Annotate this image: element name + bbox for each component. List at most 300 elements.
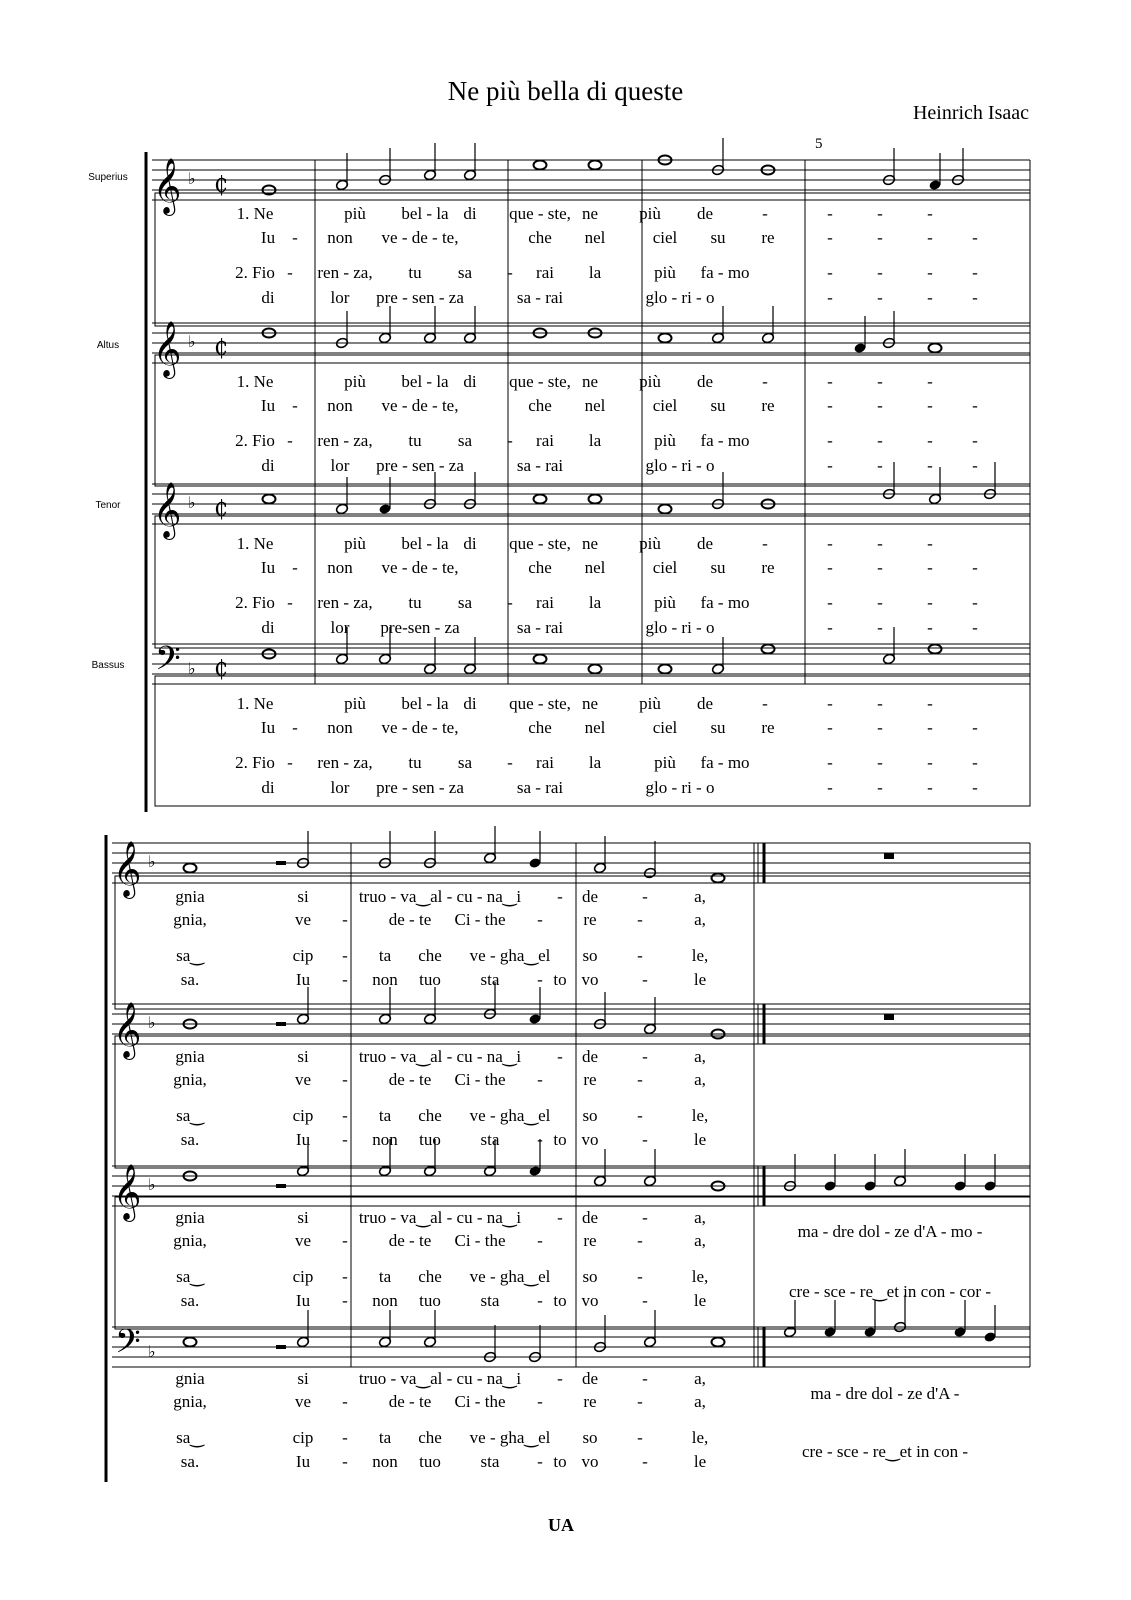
lyric-syllable: de <box>696 694 714 713</box>
lyric-syllable: a, <box>694 887 706 906</box>
lyric-syllable: su <box>710 558 726 577</box>
lyric-syllable: sta <box>480 1452 500 1471</box>
lyric-syllable: più <box>654 431 676 450</box>
lyric-syllable: Ci - the <box>454 1392 506 1411</box>
lyric-syllable: - <box>342 946 348 965</box>
lyric-syllable: a, <box>694 1392 706 1411</box>
lyric-syllable: ciel <box>652 718 678 737</box>
lyric-syllable: - <box>642 970 648 989</box>
lyric-syllable: - <box>972 263 978 282</box>
lyric-syllable: - <box>537 1291 543 1310</box>
lyric-syllable: tuo <box>419 1291 441 1310</box>
lyric-syllable: - <box>972 593 978 612</box>
cut-time-signature: ₵ <box>214 657 228 682</box>
lyric-syllable: - <box>877 228 883 247</box>
lyric-syllable: non <box>372 1291 398 1310</box>
lyric-syllable: - <box>927 778 933 797</box>
flat-key-signature: ♭ <box>188 659 196 678</box>
lyric-syllable: che <box>528 718 552 737</box>
lyric-syllable: non <box>327 558 353 577</box>
treble-clef: 𝄞 <box>153 321 182 377</box>
lyric-syllable: - <box>292 558 298 577</box>
voice-label-superius: Superius <box>88 172 128 183</box>
lyric-syllable: cip <box>292 1106 314 1125</box>
lyric-syllable: - <box>827 372 833 391</box>
lyric-syllable: non <box>372 1452 398 1471</box>
lyric-syllable: tuo <box>419 1130 441 1149</box>
lyric-syllable: si <box>297 1047 309 1066</box>
lyric-syllable: ve - de - te, <box>381 396 459 415</box>
whole-note <box>534 495 547 504</box>
lyric-syllable: fa - mo <box>700 753 750 772</box>
lyric-syllable: ve - de - te, <box>381 558 459 577</box>
lyric-syllable: - <box>537 1452 543 1471</box>
voice-label-tenor: Tenor <box>95 500 121 511</box>
lyric-syllable: pre - sen - za <box>376 456 464 475</box>
lyric-syllable: - <box>762 534 768 553</box>
lyric-syllable: re <box>583 1392 597 1411</box>
lyric-syllable: a, <box>694 1369 706 1388</box>
lyric-syllable: - <box>827 694 833 713</box>
lyric-syllable: più <box>639 204 661 223</box>
whole-rest <box>884 853 894 859</box>
lyric-syllable: - <box>877 431 883 450</box>
lyric-syllable: di <box>261 456 275 475</box>
lyric-syllable: de - te <box>388 910 432 929</box>
lyric-syllable: glo - ri - o <box>645 778 715 797</box>
lyric-syllable: ren - za, <box>317 263 373 282</box>
whole-note <box>712 1338 725 1347</box>
lyric-syllable: truo - va‿al - cu - na‿i <box>358 887 522 906</box>
lyric-syllable: vo <box>581 1452 599 1471</box>
lyric-syllable: - <box>877 396 883 415</box>
lyric-syllable: la <box>588 263 602 282</box>
lyric-syllable: so <box>582 946 598 965</box>
lyric-syllable: lor <box>330 288 350 307</box>
lyric-syllable: che <box>528 396 552 415</box>
lyric-syllable: sa. <box>180 970 200 989</box>
lyric-syllable: re <box>583 1070 597 1089</box>
lyric-syllable: re <box>761 718 775 737</box>
lyric-syllable: ne <box>581 694 599 713</box>
lyric-syllable: Iu <box>260 558 276 577</box>
lyric-syllable: truo - va‿al - cu - na‿i <box>358 1208 522 1227</box>
cut-time-signature: ₵ <box>214 497 228 522</box>
lyric-syllable: re <box>761 228 775 247</box>
composer-name: Heinrich Isaac <box>912 102 1029 124</box>
lyric-syllable: glo - ri - o <box>645 288 715 307</box>
lyric-syllable: - <box>827 204 833 223</box>
lyric-syllable: sa. <box>180 1452 200 1471</box>
lyric-syllable: non <box>372 1130 398 1149</box>
lyric-syllable: nel <box>584 396 606 415</box>
whole-note <box>659 505 672 514</box>
lyric-syllable: le <box>693 1130 707 1149</box>
lyric-syllable: ren - za, <box>317 753 373 772</box>
lyric-syllable: - <box>927 372 933 391</box>
lyric-syllable: - <box>342 1231 348 1250</box>
lyric-syllable: Ci - the <box>454 910 506 929</box>
lyric-syllable: le <box>693 1452 707 1471</box>
lyric-syllable: ve - gha‿el <box>469 1428 551 1447</box>
lyric-syllable: ve <box>294 1392 312 1411</box>
lyric-syllable: - <box>537 1392 543 1411</box>
flat-key-signature: ♭ <box>148 1175 156 1194</box>
lyric-syllable: - <box>642 1291 648 1310</box>
lyric-syllable: - <box>342 1130 348 1149</box>
lyric-syllable: - <box>642 1208 648 1227</box>
lyric-syllable: so <box>582 1267 598 1286</box>
lyric-syllable: - <box>287 263 293 282</box>
lyric-syllable: Iu <box>295 1291 311 1310</box>
lyric-syllable: to <box>553 1452 567 1471</box>
lyric-syllable: sa - rai <box>516 778 564 797</box>
lyric-syllable: gnia <box>175 887 205 906</box>
lyric-syllable: - <box>292 228 298 247</box>
lyric-syllable: re <box>583 1231 597 1250</box>
lyric-syllable: ve - gha‿el <box>469 946 551 965</box>
lyric-syllable: sa <box>457 753 473 772</box>
lyric-syllable: - <box>557 1369 563 1388</box>
lyric-syllable: - <box>342 1392 348 1411</box>
lyric-syllable: - <box>927 618 933 637</box>
lyric-syllable: - <box>827 263 833 282</box>
lyric-syllable: sa <box>457 593 473 612</box>
lyric-syllable: ta <box>378 1428 392 1447</box>
lyric-syllable: de - te <box>388 1392 432 1411</box>
lyric-syllable: - <box>877 534 883 553</box>
whole-note <box>534 161 547 170</box>
half-rest <box>276 861 286 865</box>
lyric-syllable: - <box>927 204 933 223</box>
lyric-syllable: - <box>877 456 883 475</box>
lyric-syllable: que - ste, <box>509 372 571 391</box>
lyric-syllable: de <box>581 887 599 906</box>
second-ending-lyric: ma - dre dol - ze d'A - <box>810 1384 960 1403</box>
lyric-syllable: la <box>588 593 602 612</box>
lyric-syllable: 1. Ne <box>236 372 274 391</box>
lyric-syllable: gnia, <box>173 1070 207 1089</box>
lyric-syllable: ve <box>294 910 312 929</box>
half-rest <box>276 1022 286 1026</box>
lyric-syllable: cip <box>292 1428 314 1447</box>
lyric-syllable: sa. <box>180 1130 200 1149</box>
lyric-syllable: - <box>827 778 833 797</box>
lyric-syllable: - <box>537 1130 543 1149</box>
lyric-syllable: - <box>927 694 933 713</box>
lyric-syllable: le <box>693 970 707 989</box>
whole-note <box>712 874 725 883</box>
lyric-syllable: - <box>507 263 513 282</box>
lyric-syllable: a, <box>694 1231 706 1250</box>
lyric-syllable: - <box>537 1070 543 1089</box>
half-rest <box>276 1184 286 1188</box>
lyric-syllable: più <box>344 534 366 553</box>
lyric-syllable: più <box>344 372 366 391</box>
lyric-syllable: Ci - the <box>454 1070 506 1089</box>
lyric-syllable: - <box>827 618 833 637</box>
lyric-syllable: ve <box>294 1231 312 1250</box>
lyric-syllable: nel <box>584 558 606 577</box>
lyric-syllable: de <box>696 204 714 223</box>
second-ending-lyric: cre - sce - re‿et in con - cor - <box>789 1282 991 1301</box>
treble-clef: 𝄞 <box>113 1002 142 1058</box>
lyric-syllable: vo <box>581 970 599 989</box>
lyric-syllable: sa - rai <box>516 618 564 637</box>
lyric-syllable: - <box>827 558 833 577</box>
lyric-syllable: le <box>693 1291 707 1310</box>
lyric-syllable: - <box>972 778 978 797</box>
lyric-syllable: gnia <box>175 1369 205 1388</box>
lyric-syllable: ren - za, <box>317 593 373 612</box>
lyric-syllable: - <box>877 593 883 612</box>
bass-clef: 𝄢 <box>115 1323 141 1369</box>
lyric-syllable: - <box>827 593 833 612</box>
lyric-syllable: più <box>654 593 676 612</box>
lyric-syllable: - <box>877 618 883 637</box>
lyric-syllable: cip <box>292 1267 314 1286</box>
half-rest <box>276 1345 286 1349</box>
lyric-syllable: che <box>528 228 552 247</box>
lyric-syllable: - <box>927 288 933 307</box>
lyric-syllable: - <box>877 204 883 223</box>
whole-note <box>589 495 602 504</box>
voice-label-bassus: Bassus <box>91 660 125 671</box>
lyric-syllable: de <box>581 1369 599 1388</box>
lyric-syllable: - <box>972 431 978 450</box>
lyric-syllable: - <box>927 718 933 737</box>
voice-label-altus: Altus <box>96 340 120 351</box>
lyric-syllable: la <box>588 753 602 772</box>
lyric-syllable: - <box>637 1070 643 1089</box>
lyric-syllable: ren - za, <box>317 431 373 450</box>
lyric-syllable: ciel <box>652 396 678 415</box>
lyric-syllable: - <box>877 718 883 737</box>
lyric-syllable: pre - sen - za <box>376 288 464 307</box>
lyric-syllable: so <box>582 1106 598 1125</box>
lyric-syllable: - <box>827 288 833 307</box>
lyric-syllable: - <box>507 431 513 450</box>
lyric-syllable: bel - la <box>401 204 449 223</box>
lyric-syllable: so <box>582 1428 598 1447</box>
lyric-syllable: - <box>827 456 833 475</box>
second-ending-lyric: cre - sce - re‿et in con - <box>801 1442 969 1461</box>
lyric-syllable: - <box>637 1231 643 1250</box>
lyric-syllable: sa - rai <box>516 456 564 475</box>
lyric-syllable: - <box>507 753 513 772</box>
lyric-syllable: - <box>637 1392 643 1411</box>
lyric-syllable: - <box>342 910 348 929</box>
flat-key-signature: ♭ <box>188 169 196 188</box>
cut-time-signature: ₵ <box>214 336 228 361</box>
lyric-syllable: - <box>877 263 883 282</box>
lyric-syllable: 1. Ne <box>236 694 274 713</box>
lyric-syllable: de <box>696 534 714 553</box>
lyric-syllable: che <box>528 558 552 577</box>
piece-title: Ne più bella di queste <box>447 76 684 106</box>
lyric-syllable: più <box>344 204 366 223</box>
lyric-syllable: sa‿ <box>176 1106 204 1125</box>
lyric-syllable: su <box>710 396 726 415</box>
lyric-syllable: - <box>537 970 543 989</box>
lyric-syllable: - <box>877 694 883 713</box>
lyric-syllable: glo - ri - o <box>645 618 715 637</box>
lyric-syllable: ta <box>378 1267 392 1286</box>
lyric-syllable: cip <box>292 946 314 965</box>
lyric-syllable: de <box>581 1047 599 1066</box>
lyric-syllable: tuo <box>419 1452 441 1471</box>
lyric-syllable: tu <box>408 431 422 450</box>
lyric-syllable: gnia, <box>173 1392 207 1411</box>
lyric-syllable: Ci - the <box>454 1231 506 1250</box>
lyric-syllable: - <box>762 204 768 223</box>
treble-clef: 𝄞 <box>113 841 142 897</box>
whole-rest <box>884 1014 894 1020</box>
lyric-syllable: - <box>877 753 883 772</box>
lyric-syllable: fa - mo <box>700 431 750 450</box>
lyric-syllable: truo - va‿al - cu - na‿i <box>358 1369 522 1388</box>
lyric-syllable: ne <box>581 372 599 391</box>
treble-clef: 𝄞 <box>113 1164 142 1220</box>
lyric-syllable: non <box>327 228 353 247</box>
lyric-syllable: - <box>972 228 978 247</box>
lyric-syllable: a, <box>694 1070 706 1089</box>
lyric-syllable: più <box>639 372 661 391</box>
lyric-syllable: si <box>297 1208 309 1227</box>
whole-note <box>184 1338 197 1347</box>
second-ending-lyric: ma - dre dol - ze d'A - mo - <box>797 1222 983 1241</box>
lyric-syllable: - <box>287 753 293 772</box>
lyric-syllable: sa <box>457 263 473 282</box>
whole-note <box>589 665 602 674</box>
lyric-syllable: - <box>642 887 648 906</box>
lyric-syllable: pre-sen - za <box>380 618 460 637</box>
lyric-syllable: di <box>261 778 275 797</box>
lyric-syllable: - <box>927 753 933 772</box>
lyric-syllable: ciel <box>652 228 678 247</box>
lyric-syllable: - <box>637 1428 643 1447</box>
lyric-syllable: fa - mo <box>700 263 750 282</box>
flat-key-signature: ♭ <box>188 493 196 512</box>
lyric-syllable: lor <box>330 618 350 637</box>
lyric-syllable: tu <box>408 593 422 612</box>
lyric-syllable: que - ste, <box>509 694 571 713</box>
lyric-syllable: che <box>418 1267 442 1286</box>
lyric-syllable: si <box>297 1369 309 1388</box>
flat-key-signature: ♭ <box>148 852 156 871</box>
lyric-syllable: che <box>418 1106 442 1125</box>
lyric-syllable: a, <box>694 1047 706 1066</box>
lyric-syllable: - <box>927 431 933 450</box>
lyric-syllable: sa‿ <box>176 1267 204 1286</box>
lyric-syllable: - <box>642 1452 648 1471</box>
lyric-syllable: di <box>261 288 275 307</box>
lyric-box <box>115 876 1030 1009</box>
whole-note <box>263 495 276 504</box>
lyric-syllable: sa‿ <box>176 1428 204 1447</box>
lyric-syllable: nel <box>584 228 606 247</box>
lyric-syllable: de <box>581 1208 599 1227</box>
lyric-syllable: gnia <box>175 1208 205 1227</box>
lyric-syllable: più <box>639 694 661 713</box>
lyric-syllable: a, <box>694 1208 706 1227</box>
lyric-syllable: de <box>696 372 714 391</box>
lyric-syllable: gnia, <box>173 1231 207 1250</box>
lyric-syllable: - <box>877 778 883 797</box>
lyric-syllable: - <box>927 534 933 553</box>
lyric-syllable: - <box>637 910 643 929</box>
lyric-syllable: rai <box>536 263 554 282</box>
lyric-syllable: 1. Ne <box>236 204 274 223</box>
treble-clef: 𝄞 <box>153 482 182 538</box>
lyric-syllable: to <box>553 970 567 989</box>
lyric-syllable: 2. Fio <box>235 263 275 282</box>
lyric-syllable: - <box>342 1428 348 1447</box>
lyric-syllable: - <box>927 263 933 282</box>
lyric-syllable: - <box>927 396 933 415</box>
lyric-syllable: le, <box>691 1428 709 1447</box>
lyric-syllable: rai <box>536 431 554 450</box>
lyric-syllable: - <box>827 718 833 737</box>
lyric-syllable: che <box>418 946 442 965</box>
lyric-syllable: - <box>537 1231 543 1250</box>
lyric-syllable: gnia <box>175 1047 205 1066</box>
lyric-syllable: non <box>327 396 353 415</box>
lyric-syllable: ve - de - te, <box>381 718 459 737</box>
lyric-syllable: più <box>654 263 676 282</box>
lyric-syllable: - <box>972 288 978 307</box>
lyric-syllable: - <box>972 558 978 577</box>
lyric-syllable: sta <box>480 1291 500 1310</box>
lyric-syllable: la <box>588 431 602 450</box>
lyric-syllable: - <box>292 396 298 415</box>
lyric-syllable: truo - va‿al - cu - na‿i <box>358 1047 522 1066</box>
whole-note <box>659 334 672 343</box>
lyric-syllable: to <box>553 1291 567 1310</box>
lyric-syllable: non <box>372 970 398 989</box>
lyric-syllable: 1. Ne <box>236 534 274 553</box>
lyric-syllable: più <box>639 534 661 553</box>
lyric-syllable: de - te <box>388 1231 432 1250</box>
lyric-syllable: ne <box>581 204 599 223</box>
lyric-syllable: sta <box>480 1130 500 1149</box>
lyric-syllable: vo <box>581 1291 599 1310</box>
lyric-syllable: - <box>342 1106 348 1125</box>
lyric-syllable: - <box>972 456 978 475</box>
lyric-syllable: le, <box>691 946 709 965</box>
lyric-syllable: - <box>342 1452 348 1471</box>
lyric-syllable: - <box>972 396 978 415</box>
lyric-syllable: non <box>327 718 353 737</box>
lyric-syllable: - <box>827 396 833 415</box>
lyric-syllable: ve <box>294 1070 312 1089</box>
lyric-syllable: - <box>287 593 293 612</box>
lyric-syllable: - <box>972 753 978 772</box>
whole-note <box>762 645 775 654</box>
treble-clef: 𝄞 <box>153 158 182 214</box>
lyric-syllable: - <box>972 618 978 637</box>
lyric-syllable: - <box>827 431 833 450</box>
lyric-syllable: su <box>710 228 726 247</box>
lyric-syllable: - <box>642 1369 648 1388</box>
lyric-syllable: tu <box>408 753 422 772</box>
lyric-syllable: Iu <box>260 396 276 415</box>
lyric-syllable: re <box>761 396 775 415</box>
lyric-syllable: sa - rai <box>516 288 564 307</box>
lyric-syllable: fa - mo <box>700 593 750 612</box>
lyric-syllable: più <box>344 694 366 713</box>
lyric-syllable: 2. Fio <box>235 593 275 612</box>
